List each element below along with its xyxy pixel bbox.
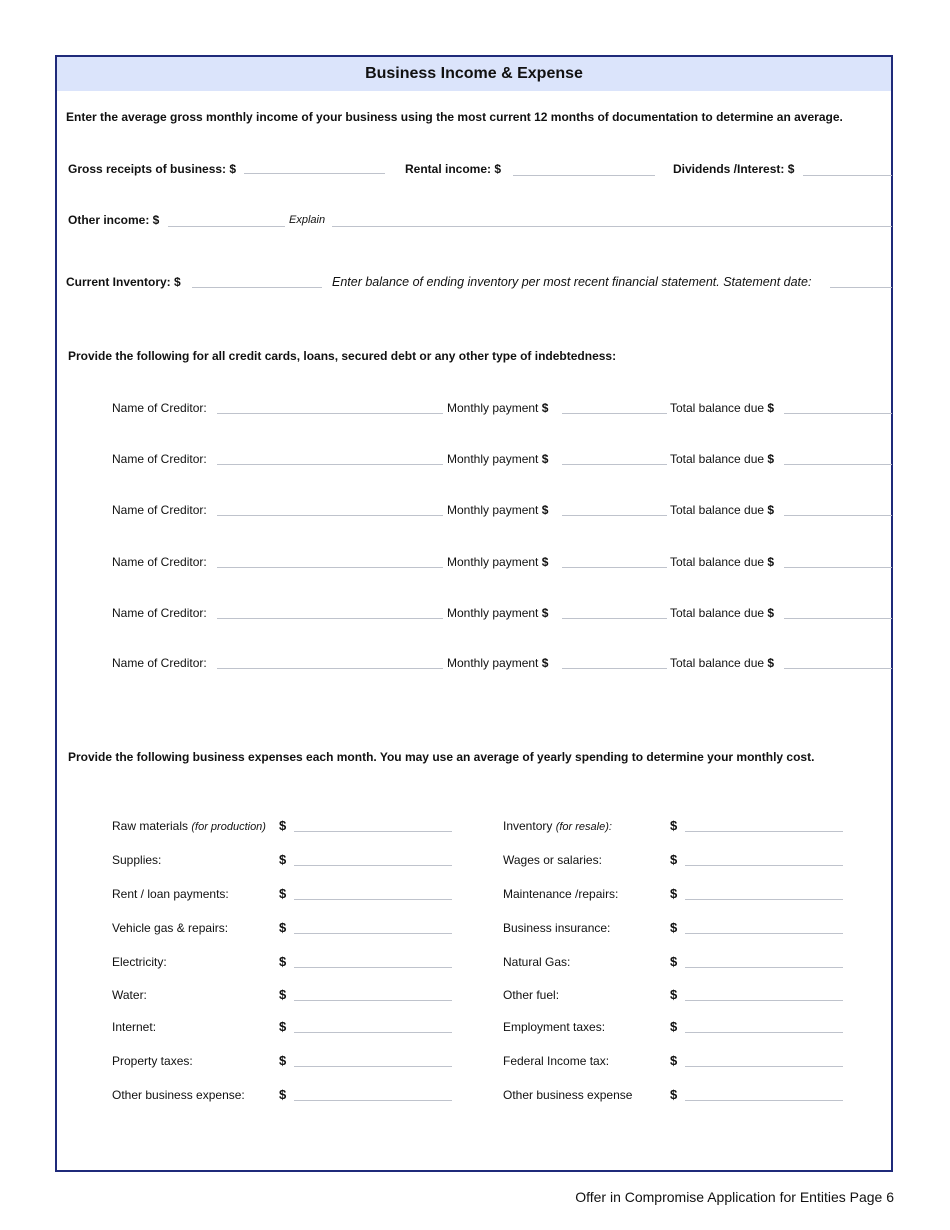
total-balance-label: Total balance due $ (670, 555, 775, 569)
page-footer: Offer in Compromise Application for Entities Page 6 (575, 1189, 894, 1205)
dollar-sign: $ (279, 1019, 287, 1034)
dollar-sign: $ (670, 1087, 678, 1102)
dollar-sign: $ (279, 1053, 287, 1068)
dollar-sign: $ (670, 818, 678, 833)
expense-label: Natural Gas: (503, 955, 571, 969)
monthly-payment-label: Monthly payment $ (447, 503, 549, 517)
monthly-payment-label: Monthly payment $ (447, 656, 549, 670)
expense-amount-field[interactable] (685, 933, 843, 934)
creditor-label: Name of Creditor: (112, 656, 207, 670)
dollar-sign: $ (279, 1087, 287, 1102)
expense-label: Other fuel: (503, 988, 560, 1002)
expense-label: Supplies: (112, 853, 162, 867)
total-balance-field[interactable] (784, 413, 892, 414)
creditor-label: Name of Creditor: (112, 452, 207, 466)
dividends-field[interactable] (803, 175, 892, 176)
expense-label: Maintenance /repairs: (503, 887, 619, 901)
dollar-sign: $ (670, 1019, 678, 1034)
dollar-sign: $ (279, 987, 287, 1002)
expenses-heading: Provide the following business expenses each month. You may use an average of yearly spending to determine your monthly cost. (68, 750, 815, 764)
expense-label: Rent / loan payments: (112, 887, 229, 901)
monthly-payment-label: Monthly payment $ (447, 401, 549, 415)
creditor-name-field[interactable] (217, 515, 443, 516)
dollar-sign: $ (279, 852, 287, 867)
expense-amount-field[interactable] (294, 967, 452, 968)
creditor-label: Name of Creditor: (112, 606, 207, 620)
expense-label: Water: (112, 988, 147, 1002)
total-balance-field[interactable] (784, 464, 892, 465)
expense-amount-field[interactable] (685, 967, 843, 968)
explain-label: Explain (289, 214, 326, 226)
gross-receipts-field[interactable] (244, 173, 385, 174)
current-inventory-field[interactable] (192, 287, 322, 288)
current-inventory-label: Current Inventory: $ (66, 275, 181, 289)
dollar-sign: $ (670, 886, 678, 901)
monthly-payment-label: Monthly payment $ (447, 555, 549, 569)
debt-heading: Provide the following for all credit cards, loans, secured debt or any other type of indebtedness: (68, 349, 617, 363)
dollar-sign: $ (670, 987, 678, 1002)
expense-label: Internet: (112, 1020, 157, 1034)
dividends-label: Dividends /Interest: $ (673, 162, 795, 176)
expense-label: Federal Income tax: (503, 1054, 610, 1068)
expense-amount-field[interactable] (294, 933, 452, 934)
expense-amount-field[interactable] (294, 1066, 452, 1067)
expense-label: Wages or salaries: (503, 853, 602, 867)
expense-amount-field[interactable] (685, 1032, 843, 1033)
statement-date-field[interactable] (830, 287, 892, 288)
monthly-payment-field[interactable] (562, 515, 667, 516)
expense-label: Employment taxes: (503, 1020, 606, 1034)
monthly-payment-field[interactable] (562, 618, 667, 619)
expense-label: Other business expense (503, 1088, 633, 1102)
total-balance-label: Total balance due $ (670, 452, 775, 466)
expense-amount-field[interactable] (685, 831, 843, 832)
dollar-sign: $ (670, 954, 678, 969)
monthly-payment-label: Monthly payment $ (447, 452, 549, 466)
expense-amount-field[interactable] (294, 1100, 452, 1101)
creditor-name-field[interactable] (217, 618, 443, 619)
monthly-payment-field[interactable] (562, 567, 667, 568)
expense-amount-field[interactable] (685, 1100, 843, 1101)
expense-amount-field[interactable] (685, 1066, 843, 1067)
expense-label: Property taxes: (112, 1054, 193, 1068)
dollar-sign: $ (279, 886, 287, 901)
explain-field[interactable] (332, 226, 892, 227)
monthly-payment-field[interactable] (562, 668, 667, 669)
total-balance-field[interactable] (784, 515, 892, 516)
total-balance-label: Total balance due $ (670, 656, 775, 670)
expense-amount-field[interactable] (685, 1000, 843, 1001)
dollar-sign: $ (670, 920, 678, 935)
creditor-name-field[interactable] (217, 413, 443, 414)
other-income-label: Other income: $ (68, 213, 160, 227)
instructions: Enter the average gross monthly income of your business using the most current 12 months of documentation to determine an average. (66, 110, 843, 124)
monthly-payment-field[interactable] (562, 413, 667, 414)
dollar-sign: $ (670, 852, 678, 867)
dollar-sign: $ (279, 920, 287, 935)
creditor-label: Name of Creditor: (112, 555, 207, 569)
creditor-name-field[interactable] (217, 464, 443, 465)
dollar-sign: $ (279, 954, 287, 969)
expense-amount-field[interactable] (685, 865, 843, 866)
expense-amount-field[interactable] (294, 1000, 452, 1001)
expense-amount-field[interactable] (294, 865, 452, 866)
monthly-payment-field[interactable] (562, 464, 667, 465)
total-balance-label: Total balance due $ (670, 503, 775, 517)
creditor-name-field[interactable] (217, 567, 443, 568)
expense-label: Vehicle gas & repairs: (112, 921, 229, 935)
monthly-payment-label: Monthly payment $ (447, 606, 549, 620)
total-balance-label: Total balance due $ (670, 401, 775, 415)
expense-label: Inventory (for resale): (503, 819, 612, 833)
creditor-label: Name of Creditor: (112, 503, 207, 517)
rental-income-field[interactable] (513, 175, 655, 176)
total-balance-label: Total balance due $ (670, 606, 775, 620)
expense-label: Electricity: (112, 955, 167, 969)
expense-amount-field[interactable] (294, 899, 452, 900)
expense-label: Business insurance: (503, 921, 611, 935)
creditor-name-field[interactable] (217, 668, 443, 669)
total-balance-field[interactable] (784, 668, 892, 669)
inventory-note: Enter balance of ending inventory per most recent financial statement. Statement date: (332, 275, 812, 289)
creditor-label: Name of Creditor: (112, 401, 207, 415)
other-income-field[interactable] (168, 226, 285, 227)
total-balance-field[interactable] (784, 567, 892, 568)
gross-receipts-label: Gross receipts of business: $ (68, 162, 237, 176)
dollar-sign: $ (279, 818, 287, 833)
expense-label: Raw materials (for production) (112, 819, 266, 833)
expense-amount-field[interactable] (685, 899, 843, 900)
expense-label: Other business expense: (112, 1088, 245, 1102)
total-balance-field[interactable] (784, 618, 892, 619)
expense-amount-field[interactable] (294, 1032, 452, 1033)
section-title: Business Income & Expense (57, 57, 891, 91)
rental-income-label: Rental income: $ (405, 162, 502, 176)
expense-amount-field[interactable] (294, 831, 452, 832)
dollar-sign: $ (670, 1053, 678, 1068)
